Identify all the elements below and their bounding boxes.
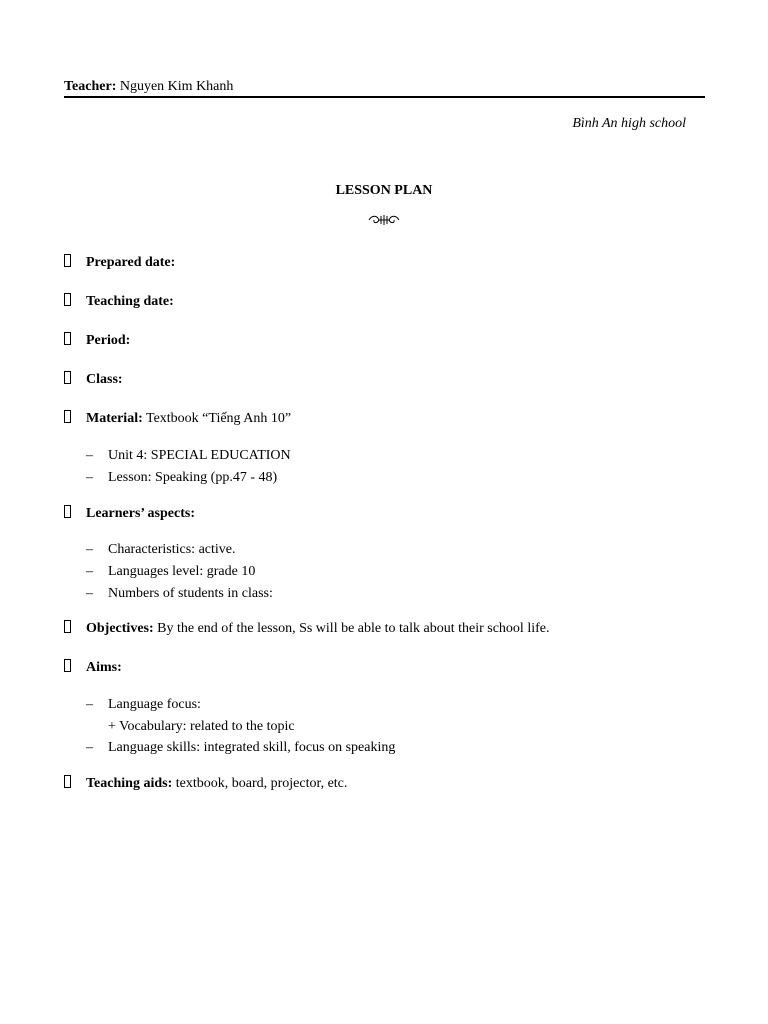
teaching-date-item [64, 293, 174, 311]
learners-sub-item [86, 541, 236, 559]
teacher-name: Nguyen Kim Khanh [119, 79, 234, 94]
learners-count: Numbers of students in class: [108, 586, 273, 601]
material-unit: Unit 4: SPECIAL EDUCATION [108, 448, 291, 463]
dash-marker: – [86, 470, 93, 485]
teaching-date-label: Teaching date: [86, 294, 174, 309]
material-item [64, 410, 291, 428]
learners-characteristics: Characteristics: active. [108, 542, 236, 557]
objectives-value: By the end of the lesson, Ss will be able to talk about their school life. [157, 621, 550, 636]
teacher-label: Teacher: [64, 79, 117, 94]
learners-aspects-label: Learners’ aspects: [86, 506, 195, 521]
aims-sub-item [86, 696, 201, 714]
teaching-aids-item [64, 775, 347, 793]
ornament-divider-icon [0, 214, 768, 230]
material-sub-item [86, 469, 277, 487]
period-label: Period: [86, 333, 131, 348]
bullet-icon [64, 293, 71, 306]
aims-sub-item [86, 739, 395, 757]
flourish-icon [367, 214, 401, 226]
class-label: Class: [86, 372, 123, 387]
objectives-label: Objectives: [86, 621, 154, 636]
page-title: LESSON PLAN [335, 183, 433, 198]
aims-language-skills: Language skills: integrated skill, focus on speaking [108, 740, 396, 755]
learners-level: Languages level: grade 10 [108, 564, 256, 579]
learners-sub-item [86, 563, 255, 581]
class-item [64, 371, 123, 389]
material-label: Material: [86, 411, 143, 426]
aims-language-focus: Language focus: [108, 697, 201, 712]
material-value: Textbook “Tiếng Anh 10” [146, 411, 292, 426]
period-item [64, 332, 130, 350]
teaching-aids-value: textbook, board, projector, etc. [175, 776, 348, 791]
prepared-date-item [64, 254, 175, 272]
bullet-icon [64, 505, 71, 518]
aims-item [64, 659, 122, 677]
teacher-line [64, 78, 705, 98]
prepared-date-label: Prepared date: [86, 255, 176, 270]
bullet-icon [64, 332, 71, 345]
bullet-icon [64, 620, 71, 633]
aims-vocabulary: + Vocabulary: related to the topic [108, 719, 295, 734]
bullet-icon [64, 775, 71, 788]
aims-label: Aims: [86, 660, 122, 675]
bullet-icon [64, 254, 71, 267]
dash-marker: – [86, 697, 93, 712]
dash-marker: – [86, 564, 93, 579]
dash-marker: – [86, 586, 93, 601]
teaching-aids-label: Teaching aids: [86, 776, 173, 791]
material-sub-item [86, 447, 291, 465]
material-lesson: Lesson: Speaking (pp.47 - 48) [108, 470, 278, 485]
dash-marker: – [86, 740, 93, 755]
bullet-icon [64, 659, 71, 672]
learners-sub-item [86, 585, 273, 603]
bullet-icon [64, 410, 71, 423]
learners-aspects-item [64, 505, 195, 523]
objectives-item [64, 620, 549, 638]
dash-marker: – [86, 448, 93, 463]
dash-marker: – [86, 542, 93, 557]
school-name: Bình An high school [572, 116, 686, 131]
bullet-icon [64, 371, 71, 384]
